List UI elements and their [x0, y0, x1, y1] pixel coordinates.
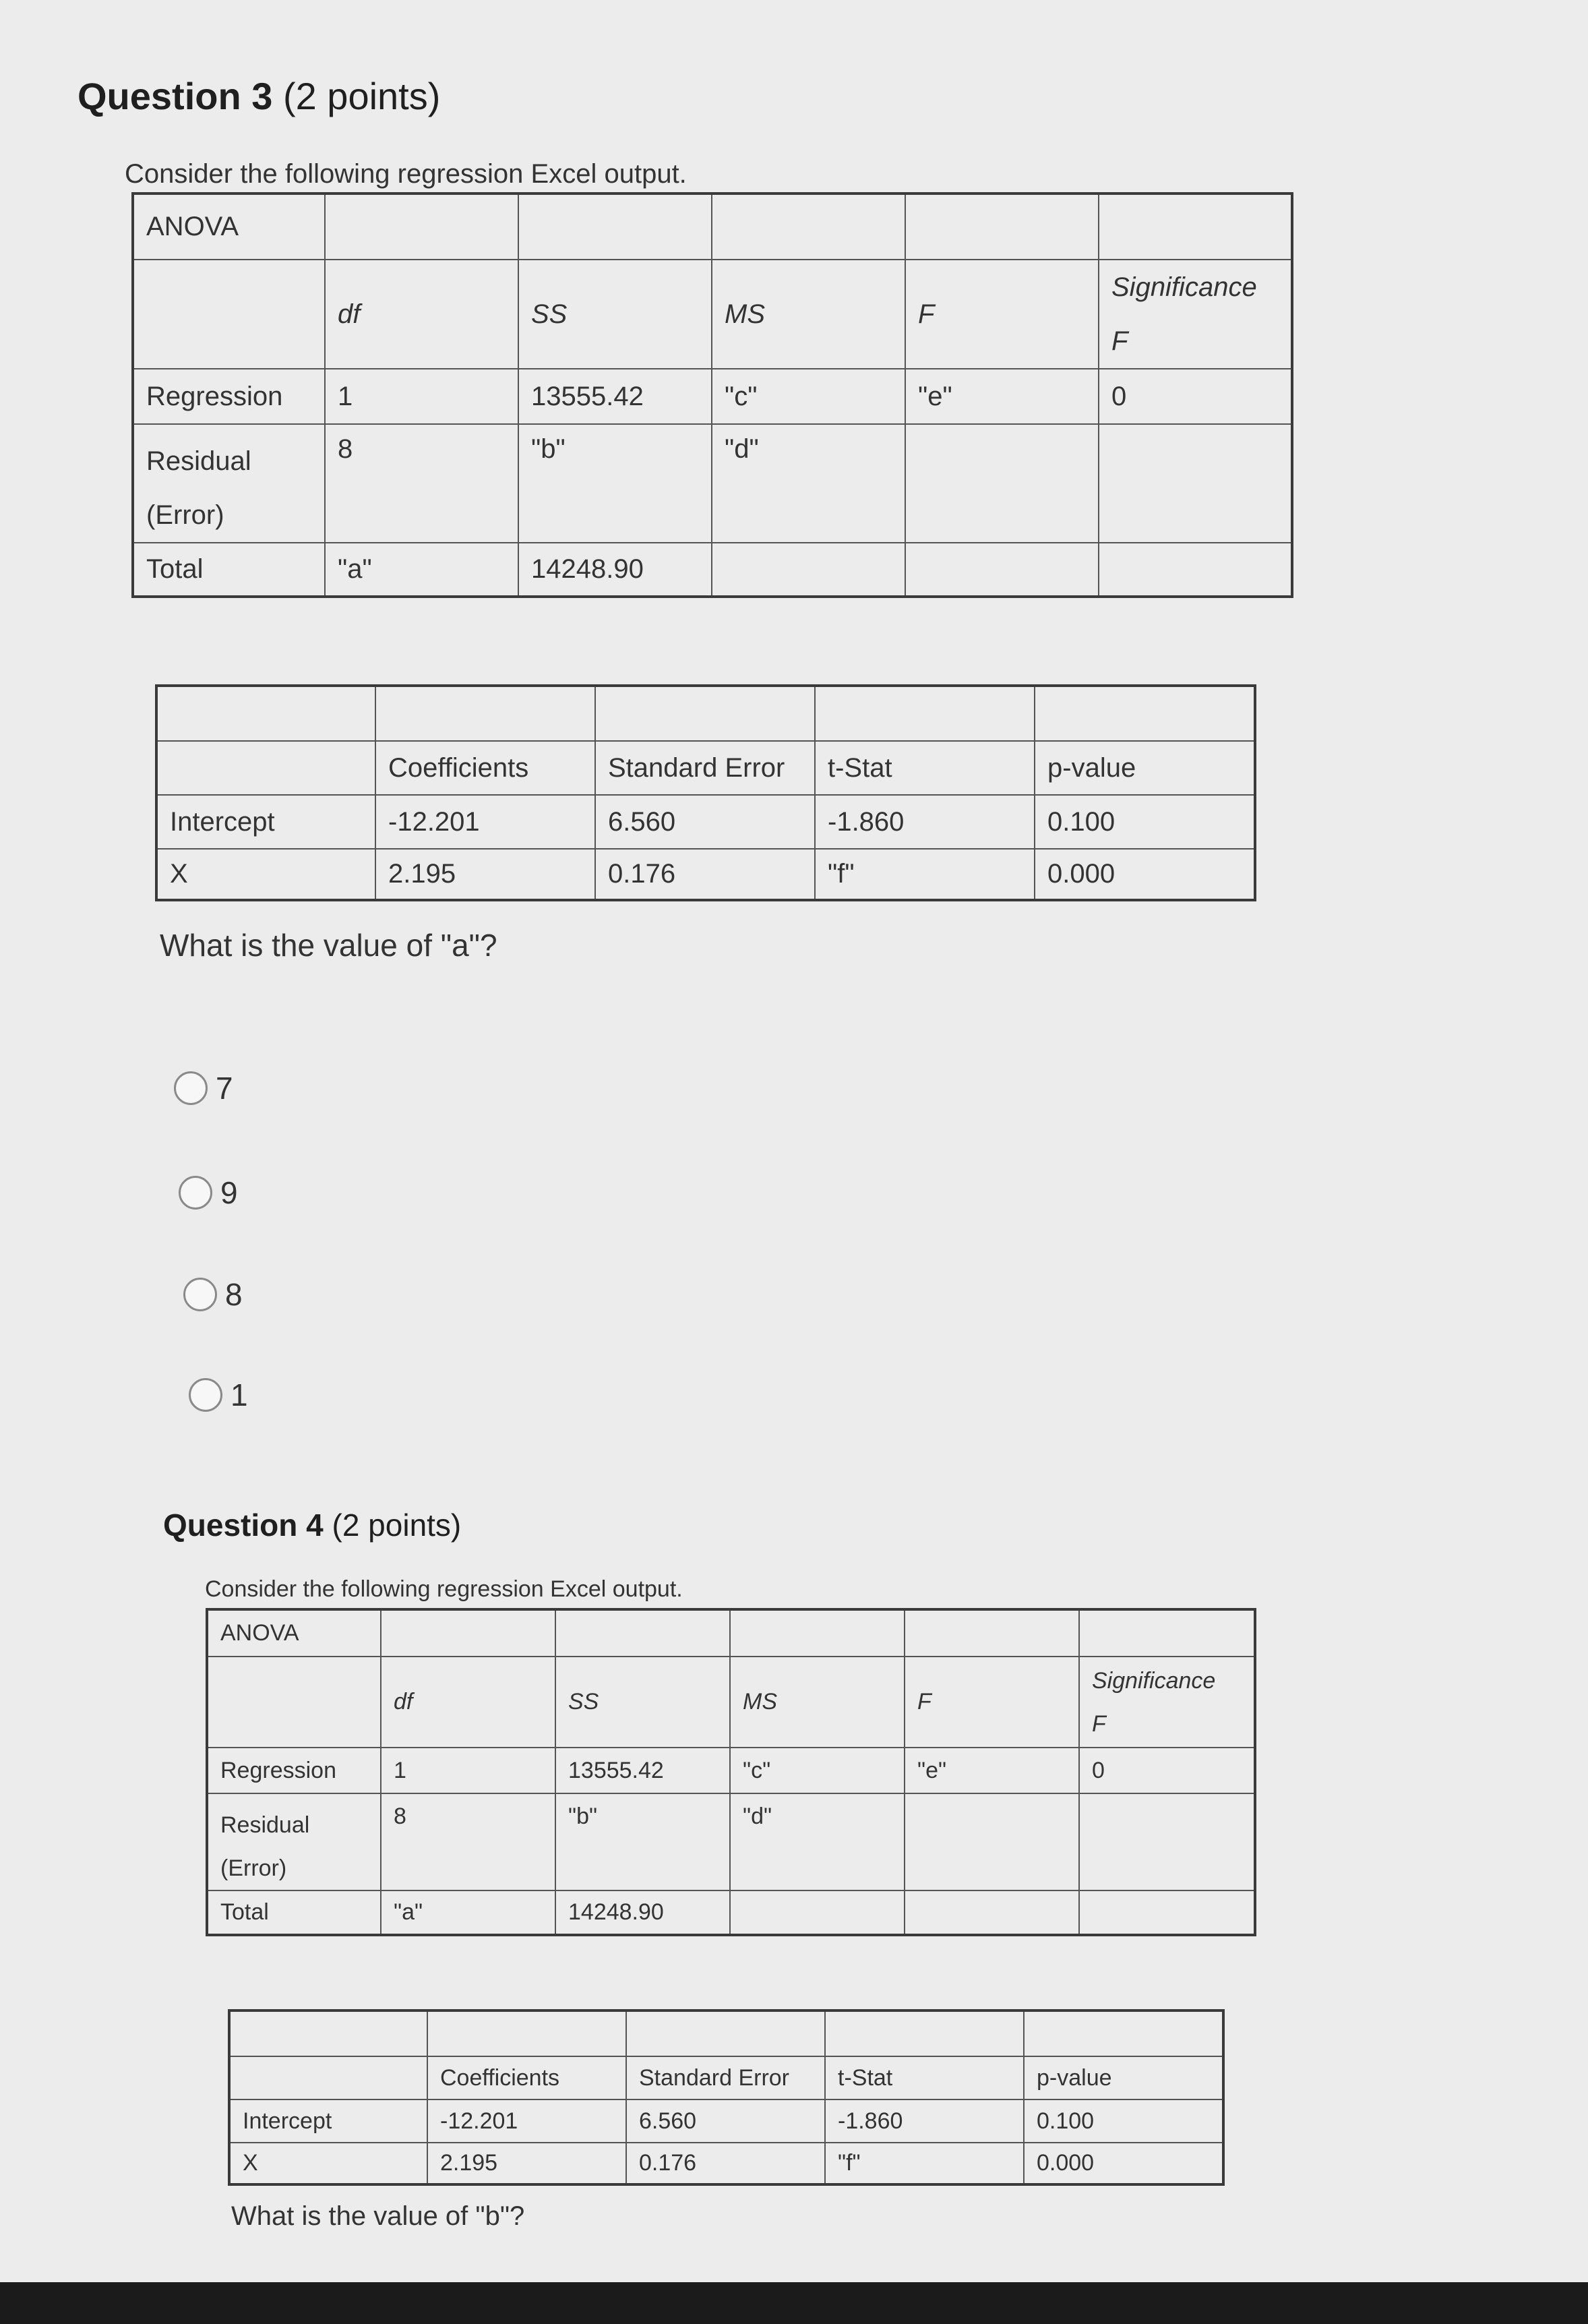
- header-p-value: p-value: [1035, 741, 1255, 795]
- header-significance-f: Significance F: [1079, 1657, 1255, 1748]
- cell-residual-ms: "d": [730, 1793, 905, 1890]
- row-label-total: Total: [207, 1890, 381, 1935]
- q3-option-7[interactable]: [174, 1070, 233, 1106]
- cell-intercept-p: 0.100: [1024, 2099, 1223, 2143]
- cell-x-t: "f": [815, 849, 1035, 900]
- cell-regression-sig: 0: [1079, 1748, 1255, 1793]
- cell-total-df: "a": [381, 1890, 555, 1935]
- radio-button[interactable]: [179, 1176, 212, 1210]
- cell-residual-ms: "d": [712, 424, 905, 543]
- cell-intercept-se: 6.560: [626, 2099, 825, 2143]
- q3-points: (2 points): [282, 75, 441, 117]
- q3-anova-table: [131, 192, 1293, 598]
- option-label: 7: [216, 1071, 233, 1106]
- header-t-stat: t-Stat: [825, 2056, 1024, 2099]
- q3-option-8[interactable]: [183, 1276, 243, 1313]
- cell-x-coef: 2.195: [427, 2143, 626, 2184]
- header-df: df: [325, 260, 518, 369]
- cell-total-ss: 14248.90: [518, 543, 712, 597]
- cell-intercept-t: -1.860: [815, 795, 1035, 849]
- row-label-residual: Residual (Error): [207, 1793, 381, 1890]
- header-ss: SS: [555, 1657, 730, 1748]
- cell-regression-ms: "c": [730, 1748, 905, 1793]
- header-significance-f: Significance F: [1099, 260, 1292, 369]
- cell-residual-ss: "b": [518, 424, 712, 543]
- q3-option-9[interactable]: [179, 1174, 238, 1211]
- cell-regression-df: 1: [325, 369, 518, 424]
- header-coefficients: Coefficients: [375, 741, 595, 795]
- anova-title: ANOVA: [133, 193, 325, 260]
- radio-button[interactable]: [189, 1378, 222, 1412]
- cell-intercept-coef: -12.201: [427, 2099, 626, 2143]
- cell-regression-f: "e": [905, 1748, 1079, 1793]
- q4-points: (2 points): [332, 1508, 462, 1543]
- cell-residual-ss: "b": [555, 1793, 730, 1890]
- header-t-stat: t-Stat: [815, 741, 1035, 795]
- cell-regression-f: "e": [905, 369, 1099, 424]
- row-label-intercept: Intercept: [229, 2099, 427, 2143]
- row-label-regression: Regression: [207, 1748, 381, 1793]
- q3-title: [78, 74, 440, 118]
- cell-residual-df: 8: [325, 424, 518, 543]
- q3-number: Question 3: [78, 75, 273, 117]
- row-label-x: X: [156, 849, 375, 900]
- cell-x-se: 0.176: [626, 2143, 825, 2184]
- header-ss: SS: [518, 260, 712, 369]
- header-f: F: [905, 260, 1099, 369]
- cell-x-p: 0.000: [1024, 2143, 1223, 2184]
- cell-intercept-coef: -12.201: [375, 795, 595, 849]
- option-label: 9: [220, 1175, 238, 1210]
- row-label-regression: Regression: [133, 369, 325, 424]
- cell-regression-ss: 13555.42: [518, 369, 712, 424]
- q3-option-1[interactable]: [189, 1377, 248, 1413]
- radio-button[interactable]: [183, 1278, 217, 1311]
- q4-anova-table: [206, 1608, 1256, 1936]
- q3-coef-table: [155, 684, 1256, 901]
- header-f: F: [905, 1657, 1079, 1748]
- row-label-x: X: [229, 2143, 427, 2184]
- row-label-total: Total: [133, 543, 325, 597]
- option-label: 1: [231, 1377, 248, 1412]
- cell-total-ss: 14248.90: [555, 1890, 730, 1935]
- q4-title: [163, 1507, 461, 1543]
- cell-regression-sig: 0: [1099, 369, 1292, 424]
- cell-regression-ms: "c": [712, 369, 905, 424]
- header-ms: MS: [712, 260, 905, 369]
- screen-bezel: [0, 2282, 1588, 2324]
- cell-intercept-se: 6.560: [595, 795, 815, 849]
- cell-regression-ss: 13555.42: [555, 1748, 730, 1793]
- header-ms: MS: [730, 1657, 905, 1748]
- cell-x-p: 0.000: [1035, 849, 1255, 900]
- radio-button[interactable]: [174, 1071, 208, 1105]
- row-label-intercept: Intercept: [156, 795, 375, 849]
- q4-question: What is the value of "b"?: [231, 2201, 525, 2231]
- q4-intro: Consider the following regression Excel output.: [205, 1576, 683, 1602]
- cell-x-t: "f": [825, 2143, 1024, 2184]
- cell-intercept-t: -1.860: [825, 2099, 1024, 2143]
- cell-residual-df: 8: [381, 1793, 555, 1890]
- q3-question: What is the value of "a"?: [160, 928, 497, 963]
- header-p-value: p-value: [1024, 2056, 1223, 2099]
- option-label: 8: [225, 1277, 243, 1312]
- cell-regression-df: 1: [381, 1748, 555, 1793]
- q4-number: Question 4: [163, 1508, 324, 1543]
- q4-coef-table: [228, 2009, 1225, 2186]
- row-label-residual: Residual (Error): [133, 424, 325, 543]
- header-standard-error: Standard Error: [595, 741, 815, 795]
- header-coefficients: Coefficients: [427, 2056, 626, 2099]
- q3-intro: Consider the following regression Excel output.: [125, 159, 687, 189]
- anova-title: ANOVA: [207, 1609, 381, 1657]
- cell-x-se: 0.176: [595, 849, 815, 900]
- cell-x-coef: 2.195: [375, 849, 595, 900]
- header-standard-error: Standard Error: [626, 2056, 825, 2099]
- cell-intercept-p: 0.100: [1035, 795, 1255, 849]
- header-df: df: [381, 1657, 555, 1748]
- cell-total-df: "a": [325, 543, 518, 597]
